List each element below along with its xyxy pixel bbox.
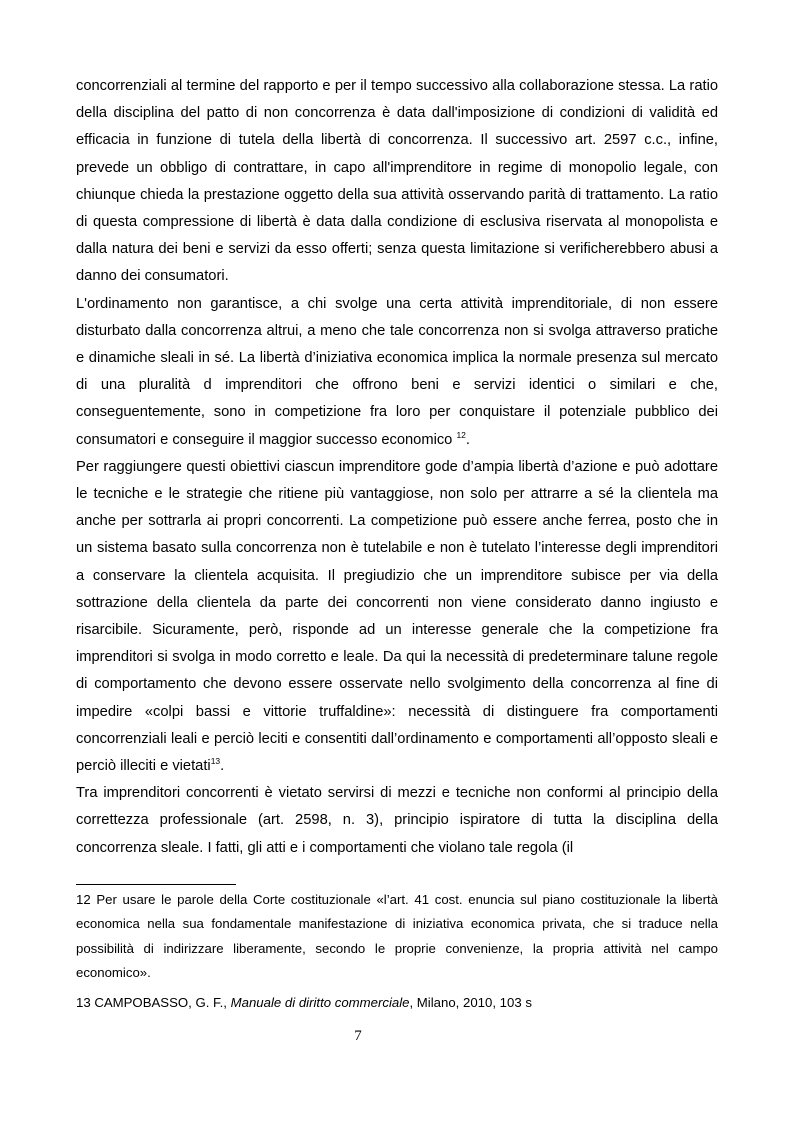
body-text xyxy=(76,73,718,862)
paragraph-4: Tra imprenditori concorrenti è vietato servirsi di mezzi e tecniche non conformi al principio della correttezza professionale (art. 2598, n. 3), principio ispiratore di tutta la disciplina della concorrenza sleale. I fatti, gli atti e i comportamenti che violano tale regola (il xyxy=(76,785,718,856)
paragraph-2-end: . xyxy=(465,431,470,448)
footnote-13-publication: , Milano, 2010, 103 s xyxy=(409,994,532,1010)
paragraph-1: concorrenziali al termine del rapporto e per il tempo successivo alla collaborazione stessa. La ratio della disciplina del patto di non concorrenza è data dall'imposizione di condizioni di validità ed efficacia in funzione di tutela della libertà di concorrenza. Il successivo art. 2597 c.c., infine, prevede un obbligo di contrattare, in capo all'imprenditore in regime di monopolio legale, con chiunque chieda la prestazione oggetto della sua attività osservando parità di trattamento. La ratio di questa compressione di libertà è data dalla condizione di esclusiva riservata al monopolista e dalla natura dei beni e servizi da esso offerti; senza questa limitazione si verificherebbero abusi a danno dei consumatori. xyxy=(76,78,718,285)
paragraph-3 xyxy=(76,454,718,780)
footnote-ref-13[interactable]: 13 xyxy=(210,756,221,767)
paragraph-2-text: L'ordinamento non garantisce, a chi svolge una certa attività imprenditoriale, di non essere disturbato dalla concorrenza altrui, a meno che tale concorrenza non si svolga attraverso pratiche e dinamiche sleali in sé. La libertà d’iniziativa economica implica la normale presenza sul mercato di una pluralità d imprenditori che offrono beni e servizi identici o similari e che, conseguentemente, sono in competizione fra loro per conquistare il potenziale pubblico dei consumatori e conseguire il maggior successo economico xyxy=(76,295,718,448)
footnotes xyxy=(76,861,718,1015)
footnote-13 xyxy=(76,991,718,1015)
footnote-ref-12[interactable]: 12 xyxy=(456,429,466,440)
paragraph-3-text: Per raggiungere questi obiettivi ciascun imprenditore gode d’ampia libertà d’azione e può adottare le tecniche e le strategie che ritiene più vantaggiose, non solo per attrarre a sé la clientela ma anche per sottrarla ai propri concorrenti. La competizione può essere anche ferrea, posto che in un sistema basato sulla concorrenza non è tutelabile e non è tutelato l’interesse degli imprenditori a conservare la clientela acquisita. Il pregiudizio che un imprenditore subisce per via della sottrazione della clientela da parte dei concorrenti non viene considerato danno ingiusto e risarcibile. Sicuramente, però, risponde ad un interesse generale che la competizione fra imprenditori si svolga in modo corretto e leale. Da qui la necessità di predeterminare talune regole di comportamento che devono essere osservate nello svolgimento della concorrenza al fine di impedire «colpi bassi e vittorie truffaldine»: necessità di distinguere fra comportamenti concorrenziali leali e perciò leciti e consentiti dall’ordinamento e comportamenti all’opposto sleali e perciò illeciti e vietati xyxy=(76,458,718,775)
footnote-12: 12 Per usare le parole della Corte costituzionale «l’art. 41 cost. enuncia sul piano costituzionale la libertà economica nella sua fondamentale manifestazione di iniziativa economica privata, che si traduce nella possibilità di indirizzare liberamente, secondo le proprie convenienze, la propria attività nel campo economico». xyxy=(76,892,718,981)
page-number: 7 xyxy=(354,1028,362,1044)
paragraph-3-end: . xyxy=(220,758,225,775)
footnote-13-author: 13 CAMPOBASSO, G. F., xyxy=(76,994,231,1010)
footnote-13-title: Manuale di diritto commerciale xyxy=(230,994,410,1010)
paragraph-2 xyxy=(76,291,718,454)
